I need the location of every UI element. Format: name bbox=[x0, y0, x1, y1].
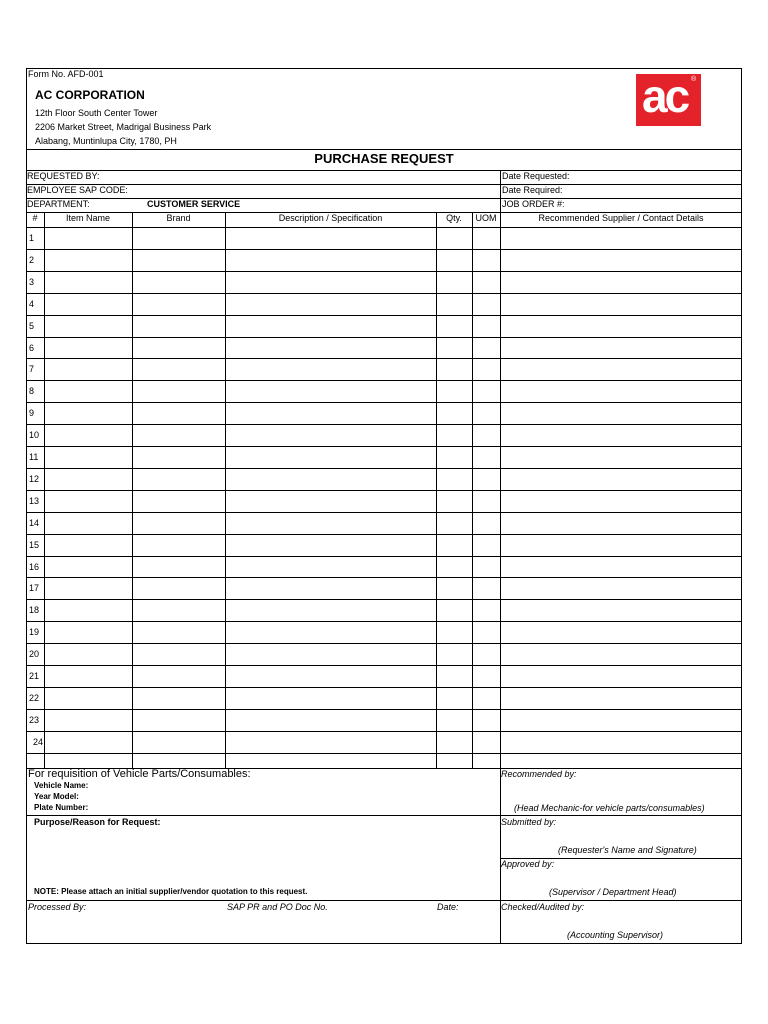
table-row-divider bbox=[26, 337, 742, 338]
row-number: 3 bbox=[29, 276, 35, 287]
table-column-divider bbox=[472, 212, 473, 768]
requested-by-label: REQUESTED BY: bbox=[27, 171, 100, 181]
table-row-divider bbox=[26, 687, 742, 688]
table-row-divider bbox=[26, 293, 742, 294]
table-row-divider bbox=[26, 753, 742, 754]
column-header-qty: Qty. bbox=[446, 213, 462, 223]
row-number: 16 bbox=[29, 561, 40, 572]
column-header-number: # bbox=[32, 213, 38, 223]
table-row-divider bbox=[26, 380, 742, 381]
submitted-by-label: Submitted by: bbox=[501, 817, 557, 827]
employee-sap-code-label: EMPLOYEE SAP CODE: bbox=[27, 185, 128, 195]
row-number: 4 bbox=[29, 298, 35, 309]
column-header-brand: Brand bbox=[166, 213, 191, 223]
form-number: Form No. AFD-001 bbox=[28, 69, 104, 79]
quotation-note: NOTE: Please attach an initial supplier/vendor quotation to this request. bbox=[34, 887, 308, 896]
table-row-divider bbox=[26, 446, 742, 447]
row-number: 6 bbox=[29, 342, 35, 353]
approved-by-role: (Supervisor / Department Head) bbox=[549, 887, 677, 897]
vehicle-section-heading: For requisition of Vehicle Parts/Consumables: bbox=[28, 768, 251, 780]
table-row-divider bbox=[26, 315, 742, 316]
row-number: 5 bbox=[29, 320, 35, 331]
recommended-by-label: Recommended by: bbox=[501, 769, 577, 779]
purpose-label: Purpose/Reason for Request: bbox=[34, 817, 161, 827]
row-number: 11 bbox=[29, 452, 39, 462]
row-number: 8 bbox=[29, 386, 35, 397]
table-row-divider bbox=[26, 358, 742, 359]
table-row-divider bbox=[26, 643, 742, 644]
column-header-description: Description / Specification bbox=[278, 213, 383, 223]
table-row-divider bbox=[26, 271, 742, 272]
row-number: 10 bbox=[29, 430, 40, 441]
row-number: 1 bbox=[29, 233, 35, 243]
table-row-divider bbox=[26, 490, 742, 491]
vehicle-name-label: Vehicle Name: bbox=[34, 781, 89, 790]
row-number: 15 bbox=[29, 539, 40, 550]
submitted-by-role: (Requester's Name and Signature) bbox=[558, 845, 697, 855]
table-column-divider bbox=[44, 212, 45, 768]
table-row-divider bbox=[26, 556, 742, 557]
column-header-item-name: Item Name bbox=[65, 213, 110, 223]
table-row-divider bbox=[26, 621, 742, 622]
address-line-3: Alabang, Muntinlupa City, 1780, PH bbox=[35, 136, 177, 146]
table-column-divider bbox=[225, 212, 226, 768]
row-number: 18 bbox=[29, 605, 40, 616]
row-number: 9 bbox=[29, 408, 35, 419]
recommended-by-role: (Head Mechanic-for vehicle parts/consumables) bbox=[514, 803, 705, 813]
company-name: AC CORPORATION bbox=[35, 88, 145, 102]
table-row-divider bbox=[26, 468, 742, 469]
logo-registered-mark: ® bbox=[691, 76, 697, 83]
table-column-divider bbox=[500, 212, 501, 768]
address-line-2: 2206 Market Street, Madrigal Business Park bbox=[35, 122, 212, 132]
table-row-divider bbox=[26, 249, 742, 250]
department-value: CUSTOMER SERVICE bbox=[147, 199, 241, 209]
row-number: 23 bbox=[29, 714, 40, 725]
date-required-label: Date Required: bbox=[502, 185, 563, 195]
processed-by-label: Processed By: bbox=[28, 902, 87, 912]
row-number: 12 bbox=[29, 473, 40, 484]
row-number: 7 bbox=[29, 364, 35, 375]
row-number: 20 bbox=[29, 649, 40, 660]
sap-pr-po-label: SAP PR and PO Doc No. bbox=[227, 902, 328, 912]
row-number: 21 bbox=[29, 671, 40, 681]
plate-number-label: Plate Number: bbox=[34, 803, 89, 812]
checked-by-label: Checked/Audited by: bbox=[501, 902, 585, 912]
page-title: PURCHASE REQUEST bbox=[314, 151, 454, 166]
table-row-divider bbox=[26, 731, 742, 732]
table-row-divider bbox=[26, 424, 742, 425]
department-label: DEPARTMENT: bbox=[27, 199, 90, 209]
checked-by-role: (Accounting Supervisor) bbox=[567, 930, 664, 940]
approved-by-label: Approved by: bbox=[501, 859, 555, 869]
row-number: 2 bbox=[29, 254, 35, 265]
table-column-divider bbox=[436, 212, 437, 768]
year-model-label: Year Model: bbox=[34, 792, 79, 801]
logo-text: ac bbox=[642, 70, 688, 122]
address-line-1: 12th Floor South Center Tower bbox=[35, 108, 158, 118]
table-row-divider bbox=[26, 709, 742, 710]
company-logo bbox=[636, 70, 701, 126]
row-number: 19 bbox=[29, 627, 40, 638]
table-row-divider bbox=[26, 402, 742, 403]
table-row-divider bbox=[26, 599, 742, 600]
table-row-divider bbox=[26, 665, 742, 666]
row-number: 13 bbox=[29, 495, 40, 506]
column-header-uom: UOM bbox=[475, 213, 497, 223]
table-row-divider bbox=[26, 512, 742, 513]
column-header-supplier: Recommended Supplier / Contact Details bbox=[538, 213, 704, 223]
table-row-divider bbox=[26, 577, 742, 578]
date-label: Date: bbox=[437, 902, 459, 912]
date-requested-label: Date Requested: bbox=[502, 171, 570, 181]
row-number: 17 bbox=[29, 583, 40, 594]
row-number: 24 bbox=[33, 736, 44, 747]
row-number: 22 bbox=[29, 692, 40, 703]
table-row-divider bbox=[26, 534, 742, 535]
table-column-divider bbox=[132, 212, 133, 768]
job-order-label: JOB ORDER #: bbox=[502, 199, 565, 209]
row-number: 14 bbox=[29, 517, 40, 528]
